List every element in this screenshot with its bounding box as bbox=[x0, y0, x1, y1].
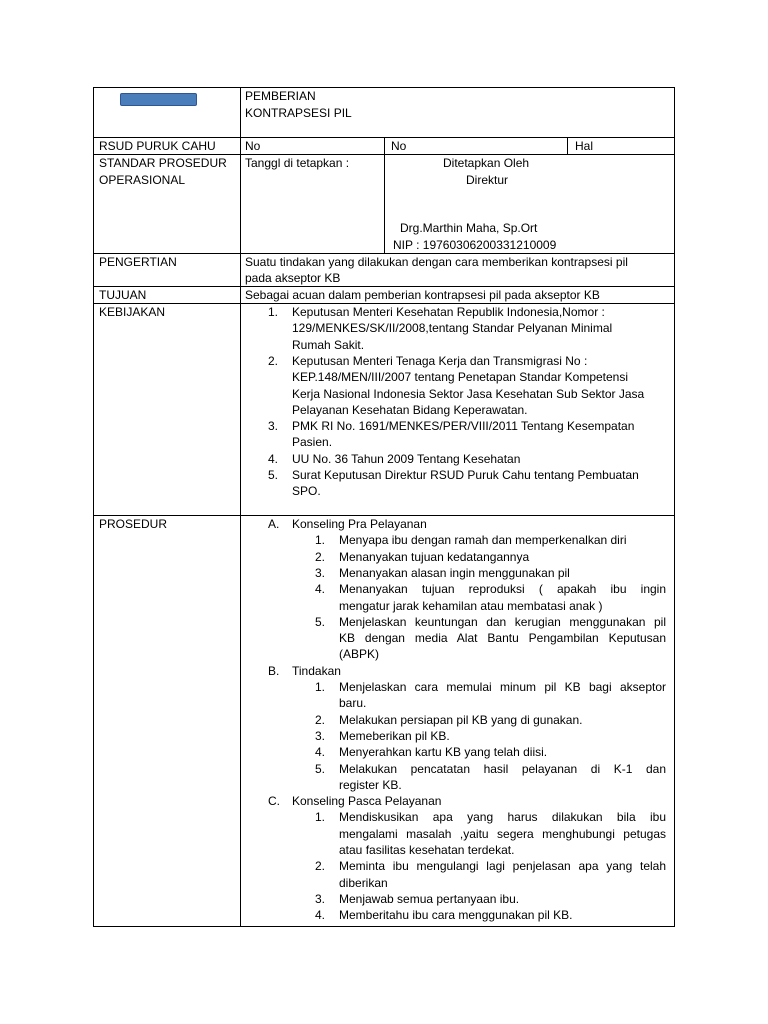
policy-item-number: 3. bbox=[268, 419, 279, 434]
definition-text-line2: pada akseptor KB bbox=[245, 271, 341, 285]
procedure-step-text: diberikan bbox=[339, 875, 388, 890]
procedure-step-number: 2. bbox=[315, 712, 326, 727]
policy-item-number: 4. bbox=[268, 451, 279, 466]
procedure-step-number: 1. bbox=[315, 810, 326, 825]
director-title: Direktur bbox=[466, 173, 509, 187]
procedure-section-title: Tindakan bbox=[292, 663, 341, 678]
sop-label-line2: OPERASIONAL bbox=[99, 173, 186, 187]
hospital-name: RSUD PURUK CAHU bbox=[99, 139, 216, 153]
policy-item-text: 129/MENKES/SK/II/2008,tentang Standar Pelyanan Minimal bbox=[292, 321, 613, 336]
policy-item-text: KEP.148/MEN/III/2007 tentang Penetapan Standar Kompetensi bbox=[292, 370, 629, 385]
policy-item-text: Pasien. bbox=[292, 435, 333, 450]
hospital-logo bbox=[120, 93, 197, 106]
purpose-text: Sebagai acuan dalam pemberian kontrapsesi pil pada akseptor KB bbox=[245, 288, 600, 302]
policy-item-text: Keputusan Menteri Kesehatan Republik Indonesia,Nomor : bbox=[292, 305, 605, 319]
policy-item-text: UU No. 36 Tahun 2009 Tentang Kesehatan bbox=[292, 451, 521, 466]
purpose-label: TUJUAN bbox=[99, 288, 147, 302]
procedure-step-text: Meminta ibu mengulangi lagi penjelasan apa yang telah bbox=[339, 859, 666, 874]
procedure-step-text: mengatur jarak kehamilan atau membatasi anak ) bbox=[339, 598, 603, 613]
signer-name: Drg.Marthin Maha, Sp.Ort bbox=[400, 221, 538, 235]
procedure-step-text: register KB. bbox=[339, 777, 402, 792]
procedure-step-text: Memberitahu ibu cara menggunakan pil KB. bbox=[339, 908, 573, 923]
procedure-step-number: 3. bbox=[315, 891, 326, 906]
procedure-step-number: 4. bbox=[315, 745, 326, 760]
procedure-step-text: Menanyakan alasan ingin menggunakan pil bbox=[339, 565, 570, 580]
table-border-right bbox=[674, 87, 675, 927]
procedure-step-text: Mendiskusikan apa yang harus dilakukan bila ibu bbox=[339, 810, 666, 825]
policy-item-text: Pelayanan Kesehatan Bidang Keperawatan. bbox=[292, 402, 528, 417]
procedure-step-number: 1. bbox=[315, 680, 326, 694]
procedure-step-text: Menjelaskan keuntungan dan kerugian menggunakan pil bbox=[339, 614, 666, 629]
procedure-section-title: Konseling Pra Pelayanan bbox=[292, 517, 427, 531]
procedure-step-text: KB dengan media Alat Bantu Pengambilan Keputusan bbox=[339, 631, 666, 646]
policy-item-text: PMK RI No. 1691/MENKES/PER/VIII/2011 Tentang Kesempatan bbox=[292, 419, 635, 434]
policy-item-text: Keputusan Menteri Tenaga Kerja dan Transmigrasi No : bbox=[292, 353, 588, 368]
procedure-step-text: Melakukan pencatatan hasil pelayanan di K-1 dan bbox=[339, 761, 666, 776]
definition-label: PENGERTIAN bbox=[99, 255, 177, 269]
procedure-step-text: mengalami masalah ,yaitu segera menghubungi petugas bbox=[339, 826, 666, 841]
revision-number-label: No bbox=[391, 139, 407, 153]
document-number-label: No bbox=[245, 139, 261, 153]
policy-item-number: 2. bbox=[268, 353, 279, 368]
procedure-section-letter: C. bbox=[268, 794, 280, 809]
procedure-section-letter: A. bbox=[268, 517, 280, 531]
table-border-left bbox=[93, 87, 94, 927]
procedure-step-text: Menjelaskan cara memulai minum pil KB bagi akseptor bbox=[339, 680, 666, 694]
procedure-label: PROSEDUR bbox=[99, 517, 168, 531]
procedure-step-number: 2. bbox=[315, 859, 326, 874]
procedure-step-number: 5. bbox=[315, 614, 326, 629]
document-title-line2: KONTRAPSESI PIL bbox=[245, 106, 352, 120]
date-established-label: Tanggl di tetapkan : bbox=[245, 156, 350, 170]
procedure-section-title: Konseling Pasca Pelayanan bbox=[292, 794, 442, 809]
procedure-step-number: 1. bbox=[315, 533, 326, 548]
document-title-line1: PEMBERIAN bbox=[245, 89, 316, 103]
procedure-step-text: atau fasilitas kesehatan terdekat. bbox=[339, 843, 515, 857]
policy-label: KEBIJAKAN bbox=[99, 305, 166, 319]
policy-item-number: 1. bbox=[268, 305, 279, 319]
procedure-step-text: Menanyakan tujuan kedatangannya bbox=[339, 549, 530, 564]
table-border-top bbox=[93, 87, 675, 88]
policy-item-number: 5. bbox=[268, 468, 279, 482]
table-column-divider bbox=[240, 87, 241, 927]
procedure-step-text: Memeberikan pil KB. bbox=[339, 728, 450, 743]
procedure-step-text: Menanyakan tujuan reproduksi ( apakah ibu ingin bbox=[339, 582, 666, 597]
policy-item-text: Rumah Sakit. bbox=[292, 337, 365, 352]
policy-item-text: Kerja Nasional Indonesia Sektor Jasa Kesehatan Sub Sektor Jasa bbox=[292, 386, 645, 401]
established-by: Ditetapkan Oleh bbox=[443, 156, 530, 170]
procedure-step-text: Melakukan persiapan pil KB yang di gunakan. bbox=[339, 712, 583, 727]
procedure-step-text: Menyerahkan kartu KB yang telah diisi. bbox=[339, 745, 548, 760]
table-column-divider bbox=[567, 137, 568, 155]
procedure-step-text: Menjawab semua pertanyaan ibu. bbox=[339, 891, 520, 906]
procedure-step-number: 3. bbox=[315, 728, 326, 743]
policy-item-text: SPO. bbox=[292, 484, 321, 499]
procedure-step-number: 2. bbox=[315, 549, 326, 564]
procedure-step-number: 5. bbox=[315, 761, 326, 776]
policy-item-text: Surat Keputusan Direktur RSUD Puruk Cahu tentang Pembuatan bbox=[292, 468, 639, 482]
table-column-divider bbox=[384, 137, 385, 254]
procedure-step-text: Menyapa ibu dengan ramah dan memperkenalkan diri bbox=[339, 533, 627, 548]
definition-text-line1: Suatu tindakan yang dilakukan dengan cara memberikan kontrapsesi pil bbox=[245, 255, 628, 269]
page-label: Hal bbox=[575, 139, 594, 153]
procedure-step-number: 4. bbox=[315, 908, 326, 923]
signer-nip: NIP : 19760306200331210009 bbox=[393, 238, 557, 252]
procedure-step-text: (ABPK) bbox=[339, 647, 380, 662]
sop-label-line1: STANDAR PROSEDUR bbox=[99, 156, 227, 170]
procedure-step-number: 3. bbox=[315, 565, 326, 580]
procedure-section-letter: B. bbox=[268, 663, 280, 678]
procedure-step-text: baru. bbox=[339, 696, 367, 711]
table-border-bottom bbox=[93, 926, 675, 927]
procedure-step-number: 4. bbox=[315, 582, 326, 597]
